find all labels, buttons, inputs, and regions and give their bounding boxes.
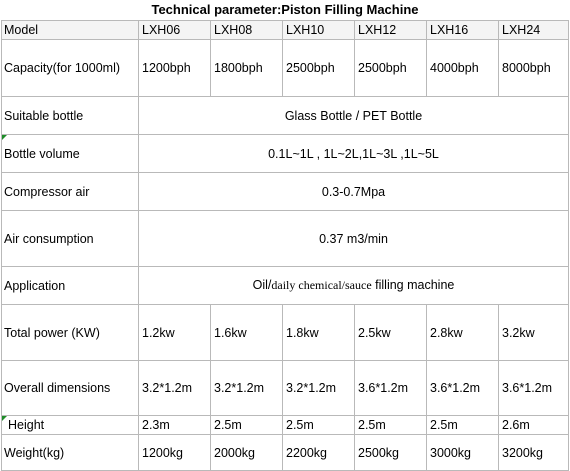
- capacity-cell: 2500bph: [355, 40, 427, 97]
- capacity-cell: 1800bph: [211, 40, 283, 97]
- total-power-cell: 1.2kw: [139, 305, 211, 361]
- weight-cell: 3200kg: [499, 435, 569, 471]
- height-cell: 2.5m: [427, 416, 499, 435]
- row-label-total-power: Total power (KW): [2, 305, 139, 361]
- row-label-overall-dimensions: Overall dimensions: [2, 361, 139, 416]
- application-value: Oil/daily chemical/sauce filling machine: [139, 267, 569, 305]
- weight-cell: 2200kg: [283, 435, 355, 471]
- capacity-cell: 4000bph: [427, 40, 499, 97]
- page-title: Technical parameter:Piston Filling Machine: [151, 2, 419, 17]
- weight-cell: 1200kg: [139, 435, 211, 471]
- model-header: LXH24: [499, 21, 569, 40]
- height-cell: 2.6m: [499, 416, 569, 435]
- model-header: LXH16: [427, 21, 499, 40]
- height-cell: 2.3m: [139, 416, 211, 435]
- table-row: [2, 211, 569, 267]
- height-cell: 2.5m: [211, 416, 283, 435]
- table-row: [2, 305, 569, 361]
- table-row: [2, 267, 569, 305]
- weight-cell: 2500kg: [355, 435, 427, 471]
- row-label-capacity: Capacity(for 1000ml): [2, 40, 139, 97]
- table-row: [2, 40, 569, 97]
- model-label: Model: [2, 21, 139, 40]
- capacity-cell: 2500bph: [283, 40, 355, 97]
- cell-marker: [2, 135, 7, 140]
- total-power-cell: 1.6kw: [211, 305, 283, 361]
- table-row: [2, 97, 569, 135]
- air-consumption-value: 0.37 m3/min: [139, 211, 569, 267]
- weight-cell: 2000kg: [211, 435, 283, 471]
- table-header-row: [2, 21, 569, 40]
- total-power-cell: 2.5kw: [355, 305, 427, 361]
- row-label-application: Application: [2, 267, 139, 305]
- row-label-compressor-air: Compressor air: [2, 173, 139, 211]
- dimensions-cell: 3.6*1.2m: [427, 361, 499, 416]
- table-row: [2, 173, 569, 211]
- dimensions-cell: 3.2*1.2m: [283, 361, 355, 416]
- total-power-cell: 3.2kw: [499, 305, 569, 361]
- table-row: [2, 435, 569, 471]
- table-row: [2, 416, 569, 435]
- suitable-bottle-value: Glass Bottle / PET Bottle: [139, 97, 569, 135]
- row-label-air-consumption: Air consumption: [2, 211, 139, 267]
- row-label-suitable-bottle: Suitable bottle: [2, 97, 139, 135]
- capacity-cell: 1200bph: [139, 40, 211, 97]
- dimensions-cell: 3.2*1.2m: [211, 361, 283, 416]
- table-row: [2, 135, 569, 173]
- total-power-cell: 2.8kw: [427, 305, 499, 361]
- capacity-cell: 8000bph: [499, 40, 569, 97]
- spec-table: [1, 20, 569, 471]
- model-header: LXH12: [355, 21, 427, 40]
- model-header: LXH10: [283, 21, 355, 40]
- model-header: LXH06: [139, 21, 211, 40]
- row-label-height: Height: [2, 416, 139, 435]
- dimensions-cell: 3.2*1.2m: [139, 361, 211, 416]
- height-cell: 2.5m: [283, 416, 355, 435]
- dimensions-cell: 3.6*1.2m: [355, 361, 427, 416]
- row-label-bottle-volume: Bottle volume: [2, 135, 139, 173]
- model-header: LXH08: [211, 21, 283, 40]
- bottle-volume-value: 0.1L~1L , 1L~2L,1L~3L ,1L~5L: [139, 135, 569, 173]
- compressor-air-value: 0.3-0.7Mpa: [139, 173, 569, 211]
- cell-marker: [2, 416, 7, 421]
- height-cell: 2.5m: [355, 416, 427, 435]
- weight-cell: 3000kg: [427, 435, 499, 471]
- total-power-cell: 1.8kw: [283, 305, 355, 361]
- table-row: [2, 361, 569, 416]
- dimensions-cell: 3.6*1.2m: [499, 361, 569, 416]
- row-label-weight: Weight(kg): [2, 435, 139, 471]
